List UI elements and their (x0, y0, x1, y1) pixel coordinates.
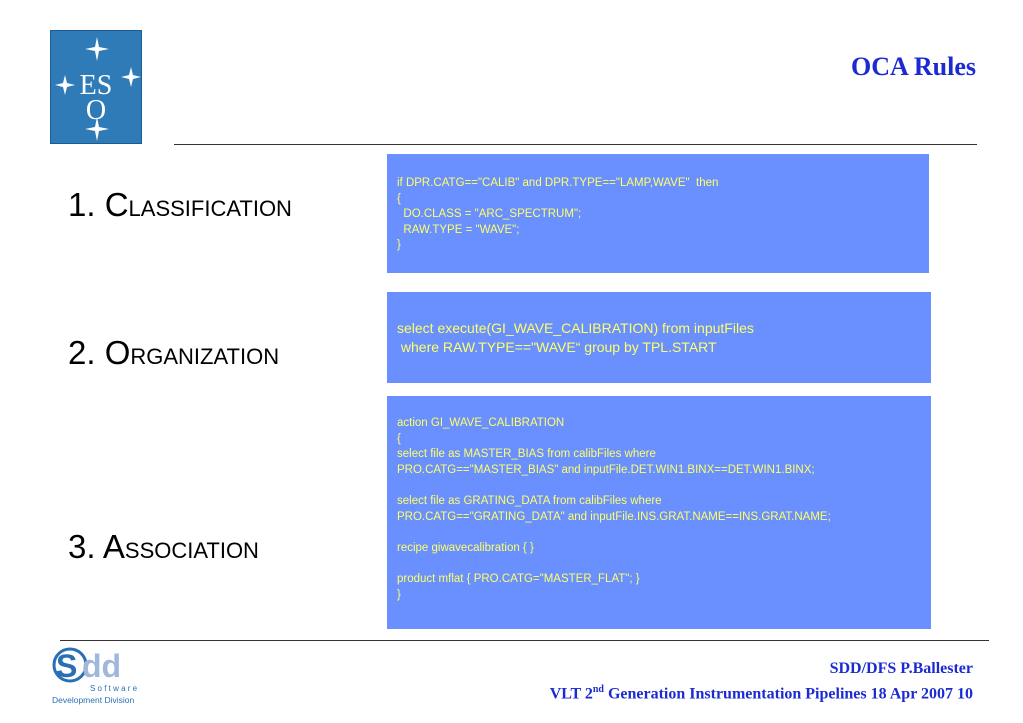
step-label: SSOCIATION (124, 538, 259, 563)
step-initial: O (104, 334, 131, 371)
eso-logo-o: O (85, 95, 107, 126)
step-organization (68, 334, 279, 372)
eso-logo-icon (50, 30, 142, 144)
step-association (68, 528, 259, 566)
classification-rule-box: if DPR.CATG=="CALIB" and DPR.TYPE=="LAMP,WAVE" then { DO.CLASS = "ARC_SPECTRUM"; RAW.TYPE = "WAVE"; } (387, 154, 929, 273)
footer-event-prefix: VLT 2 (549, 685, 593, 703)
footer-event (550, 684, 973, 703)
step-label: RGANIZATION (130, 344, 280, 369)
slide-title: OCA Rules (851, 52, 976, 81)
sdd-logo-division: Development Division (52, 695, 135, 705)
header-divider (174, 144, 977, 145)
eso-logo-es: ES (79, 70, 113, 101)
sdd-logo-s: S (56, 648, 78, 684)
step-number: 3. (68, 528, 103, 565)
sdd-logo-dd: dd (82, 648, 122, 684)
step-initial: C (104, 186, 129, 223)
sdd-logo-software: S o f t w a r e (90, 684, 138, 693)
step-number: 2. (68, 334, 105, 371)
sdd-logo-icon (52, 645, 162, 705)
footer-event-sup: nd (592, 684, 604, 695)
footer-event-rest: Generation Instrumentation Pipelines 18 Apr 2007 10 (603, 685, 973, 703)
footer-author: SDD/DFS P.Ballester (829, 660, 973, 677)
footer-divider (60, 640, 989, 641)
step-initial: A (102, 528, 125, 565)
association-rule-box: action GI_WAVE_CALIBRATION { select file as MASTER_BIAS from calibFiles where PRO.CATG=="MASTER_BIAS" and inputFile.DET.WIN1.BINX==DET.WIN1.BINX; select file as GRATING_DATA from calibFiles where PRO.CATG=="GRATING_DATA" and inputFile.INS.GRAT.NAME==INS.GRAT.NAME; recipe giwavecalibration { } product mflat { PRO.CATG="MASTER_FLAT"; } } (387, 396, 931, 629)
step-classification (68, 186, 292, 224)
step-number: 1. (68, 186, 105, 223)
step-label: LASSIFICATION (128, 196, 292, 221)
organization-rule-box: select execute(GI_WAVE_CALIBRATION) from inputFiles where RAW.TYPE=="WAVE“ group by TPL.START (387, 292, 931, 383)
